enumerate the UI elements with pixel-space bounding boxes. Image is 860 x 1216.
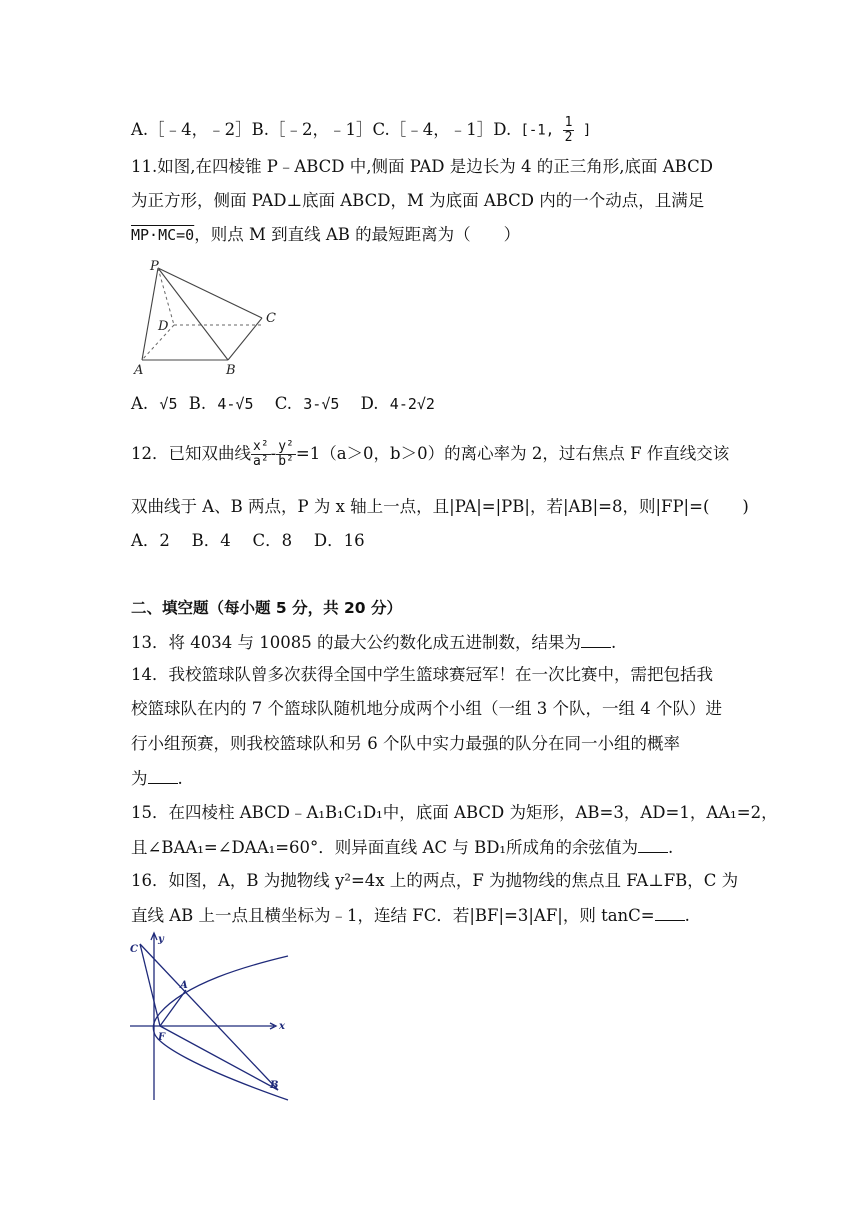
label-p: P (150, 259, 159, 274)
q15-line1: 15．在四棱柱 ABCD﹣A₁B₁C₁D₁中，底面 ABCD 为矩形，AB=3，AD=1，AA₁=2， (131, 803, 778, 822)
q11-line3 (131, 224, 520, 246)
q11-d-value: 4-2√2 (389, 395, 435, 413)
label-x: x (279, 1021, 285, 1032)
q15-line2 (131, 836, 673, 859)
q10-d-open: [-1, (520, 122, 555, 139)
q10-d-num: 1 (564, 115, 573, 130)
q10-d-close: ] (582, 122, 592, 139)
q15-blank (638, 836, 668, 853)
q16-blank (655, 904, 685, 921)
q14-line2: 校篮球队在内的 7 个篮球队随机地分成两个小组（一组 3 个队，一组 4 个队）进 (131, 699, 722, 718)
q10-d-den: 2 (564, 130, 573, 145)
q16-line1: 16．如图，A，B 为抛物线 y²=4x 上的两点，F 为抛物线的焦点且 FA⊥FB，C 为 (131, 871, 739, 890)
label-f: F (158, 1032, 166, 1043)
label-a: A (180, 980, 188, 991)
q11-vector-expression: MP·MC=0 (131, 226, 195, 244)
q13-text: 13．将 4034 与 10085 的最大公约数化成五进制数，结果为 (131, 633, 581, 652)
q11-b-value: 4-√5 (217, 395, 254, 413)
label-b: B (270, 1080, 279, 1091)
q11-c-value: 3-√5 (303, 395, 340, 413)
q14-line1: 14．我校篮球队曾多次获得全国中学生篮球赛冠军！在一次比赛中，需把包括我 (131, 665, 713, 684)
q10-option-d-image (520, 116, 591, 145)
q12-y-den: b² (278, 454, 294, 469)
q11-b-label: B. (188, 394, 207, 413)
q11-line1: 11.如图,在四棱锥 P﹣ABCD 中,侧面 PAD 是边长为 4 的正三角形,底面 ABCD (131, 157, 713, 176)
q13-end: . (610, 633, 617, 652)
q16-end: . (684, 906, 690, 925)
q13 (131, 631, 616, 654)
q12-y-num: y² (278, 439, 294, 454)
q11-pyramid-figure (130, 258, 280, 378)
q16-line2-text: 直线 AB 上一点且横坐标为﹣1，连结 FC．若|BF|=3|AF|，则 tanC= (131, 906, 655, 925)
label-c: C (130, 944, 138, 955)
q13-blank (581, 631, 611, 648)
q12-options: A．2 B．4 C．8 D．16 (131, 531, 365, 550)
q14-line3: 行小组预赛，则我校篮球队和另 6 个队中实力最强的队分在同一小组的概率 (131, 734, 680, 753)
q12-pre: 12．已知双曲线 (131, 444, 251, 463)
label-d: D (158, 319, 169, 334)
q14-line4 (131, 767, 183, 790)
q11-a-label: A. (131, 394, 149, 413)
q11-c-label: C. (274, 394, 293, 413)
q10-options-text: A.［﹣4，﹣2］B.［﹣2，﹣1］C.［﹣4，﹣1］D. (131, 120, 512, 139)
q12-line2: 双曲线于 A、B 两点，P 为 x 轴上一点，且|PA|=|PB|，若|AB|=8，则|FP|=( ) (131, 497, 749, 516)
q12-y-fraction (276, 440, 296, 469)
q14-blank (148, 767, 178, 784)
label-b: B (226, 363, 236, 378)
q12-x-fraction (251, 440, 271, 469)
label-y: y (158, 934, 164, 945)
section-fill-in-title: 二、填空题（每小题 5 分，共 20 分） (131, 599, 402, 617)
q14-line4-text: 为 (131, 769, 148, 788)
q12-line1 (131, 436, 729, 472)
q11-options (131, 393, 435, 415)
q14-end: . (177, 769, 183, 788)
q11-line2: 为正方形，侧面 PAD⊥底面 ABCD，M 为底面 ABCD 内的一个动点，且满足 (131, 191, 705, 210)
label-a: A (134, 363, 144, 378)
q15-line2-text: 且∠BAA₁=∠DAA₁=60°．则异面直线 AC 与 BD₁所成角的余弦值为 (131, 838, 639, 857)
q16-parabola-figure (126, 928, 292, 1104)
q11-line3-text: ，则点 M 到直线 AB 的最短距离为（ ） (194, 225, 521, 244)
q12-minus: - (270, 444, 277, 463)
q12-post: =1（a＞0，b＞0）的离心率为 2，过右焦点 F 作直线交该 (295, 444, 730, 463)
q11-a-value: √5 (159, 395, 178, 413)
q15-end: . (668, 838, 674, 857)
q12-x-den: a² (253, 454, 269, 469)
q10-options (131, 116, 591, 145)
q16-line2 (131, 904, 690, 927)
label-c: C (266, 311, 276, 326)
q11-d-label: D. (360, 394, 379, 413)
q10-d-fraction (563, 116, 575, 145)
q12-x-num: x² (253, 439, 269, 454)
